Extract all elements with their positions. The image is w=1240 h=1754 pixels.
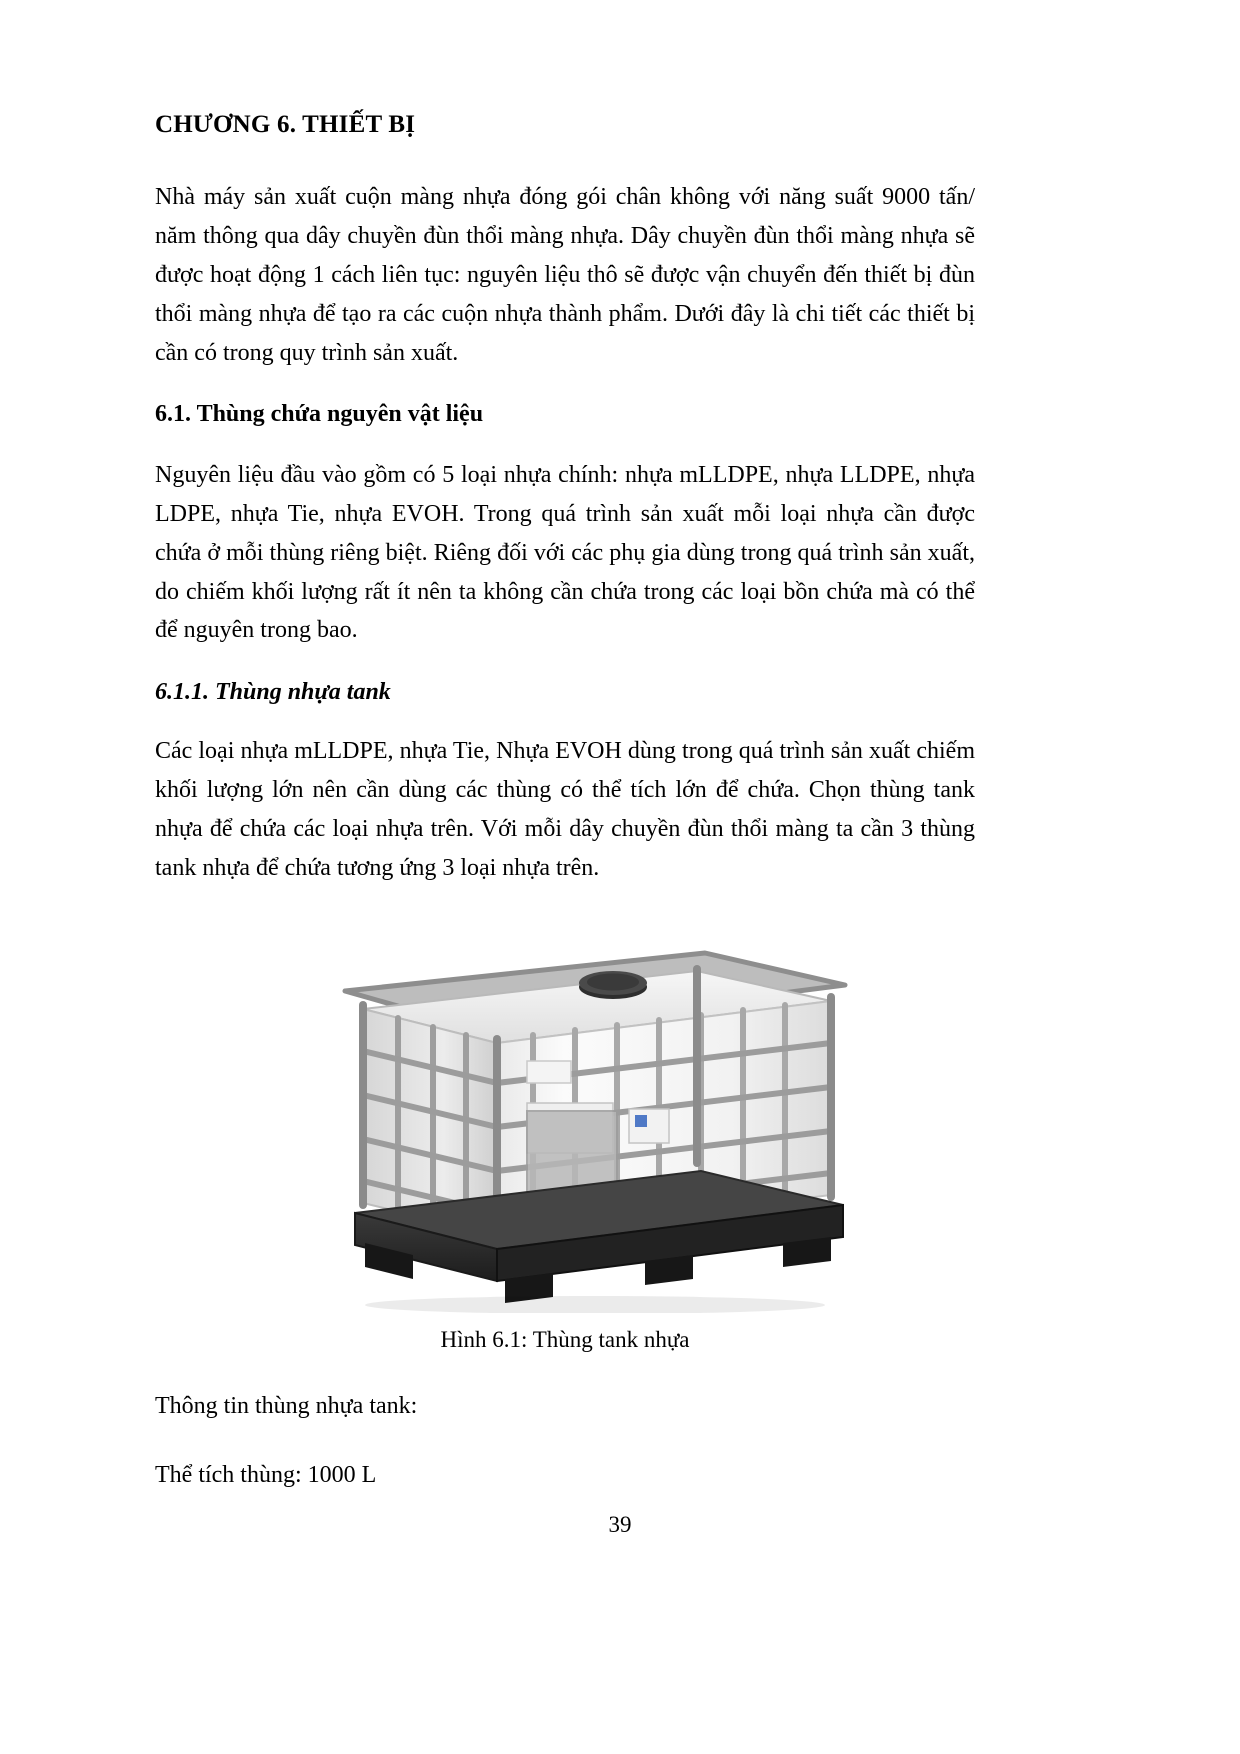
chapter-title: CHƯƠNG 6. THIẾT BỊ bbox=[155, 111, 416, 138]
subsection-heading-6-1-1: 6.1.1. Thùng nhựa tank bbox=[155, 679, 391, 706]
page-content bbox=[155, 110, 975, 1525]
info-line-2: Thể tích thùng: 1000 L bbox=[155, 1462, 377, 1489]
figure-ibc-tank bbox=[155, 913, 975, 1313]
page-number: 39 bbox=[608, 1512, 632, 1537]
ibc-tank-image bbox=[235, 913, 895, 1313]
section-6-1-paragraph: Nguyên liệu đầu vào gồm có 5 loại nhựa chính: nhựa mLLDPE, nhựa LLDPE, nhựa LDPE, nhựa Tie, nhựa EVOH. Trong quá trình sản xuất mỗi loại nhựa cần được chứa ở mỗi thùng riêng biệt. Riêng đối với các phụ gia dùng trong quá trình sản xuất, do chiếm khối lượng rất ít nên ta không cần chứa trong các loại bồn chứa mà có thể để nguyên trong bao. bbox=[155, 461, 975, 644]
section-heading-6-1: 6.1. Thùng chứa nguyên vật liệu bbox=[155, 401, 484, 428]
figure-caption: Hình 6.1: Thùng tank nhựa bbox=[440, 1327, 690, 1353]
info-line-1: Thông tin thùng nhựa tank: bbox=[155, 1393, 418, 1420]
intro-paragraph: Nhà máy sản xuất cuộn màng nhựa đóng gói chân không với năng suất 9000 tấn/ năm thông qua dây chuyền đùn thổi màng nhựa. Dây chuyền đùn thổi màng nhựa sẽ được hoạt động 1 cách liên tục: nguyên liệu thô sẽ được vận chuyển đến thiết bị đùn thổi màng nhựa để tạo ra các cuộn nhựa thành phẩm. Dưới đây là chi tiết các thiết bị cần có trong quy trình sản xuất. bbox=[155, 184, 975, 366]
section-6-1-1-paragraph: Các loại nhựa mLLDPE, nhựa Tie, Nhựa EVOH dùng trong quá trình sản xuất chiếm khối lượng lớn nên cần dùng các thùng có thể tích lớn để chứa. Chọn thùng tank nhựa để chứa các loại nhựa trên. Với mỗi dây chuyền đùn thổi màng ta cần 3 thùng tank nhựa để chứa tương ứng 3 loại nhựa trên. bbox=[155, 737, 975, 881]
